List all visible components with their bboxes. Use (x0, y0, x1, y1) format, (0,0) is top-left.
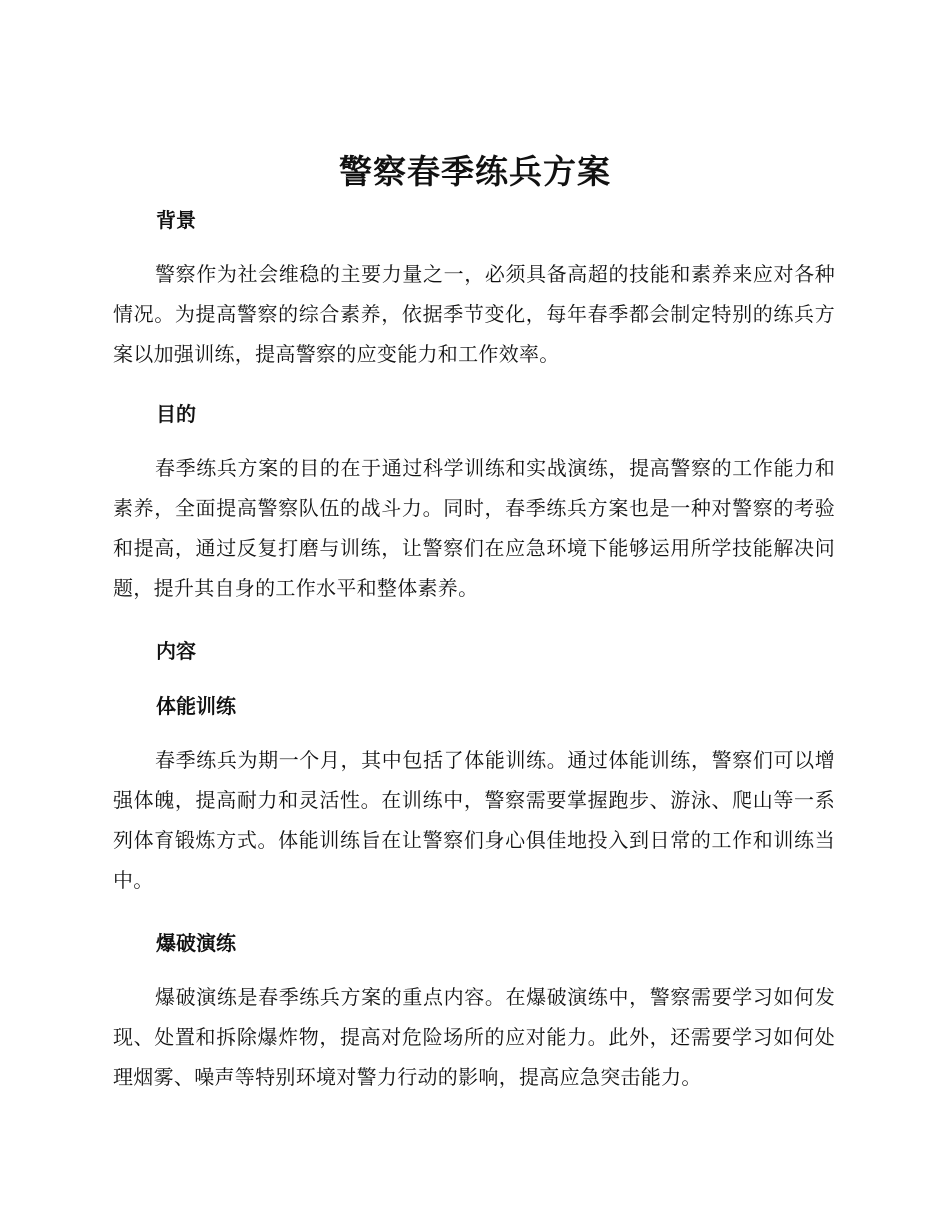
section-heading-explosive-drill: 爆破演练 (156, 931, 236, 955)
section-heading-background: 背景 (156, 208, 196, 232)
section-heading-physical-training: 体能训练 (156, 694, 236, 718)
section-paragraph-explosive-drill: 爆破演练是春季练兵方案的重点内容。在爆破演练中，警察需要学习如何发现、处置和拆除爆炸物，提高对危险场所的应对能力。此外，还需要学习如何处理烟雾、噪声等特别环境对警力行动的影响，提高应急突击能力。 (113, 985, 835, 1089)
section-heading-content: 内容 (156, 639, 196, 663)
section-paragraph-background: 警察作为社会维稳的主要力量之一，必须具备高超的技能和素养来应对各种情况。为提高警察的综合素养，依据季节变化，每年春季都会制定特别的练兵方案以加强训练，提高警察的应变能力和工作效率。 (113, 262, 835, 366)
section-paragraph-physical-training: 春季练兵为期一个月，其中包括了体能训练。通过体能训练，警察们可以增强体魄，提高耐力和灵活性。在训练中，警察需要掌握跑步、游泳、爬山等一系列体育锻炼方式。体能训练旨在让警察们身心俱佳地投入到日常的工作和训练当中。 (113, 748, 835, 892)
section-paragraph-purpose: 春季练兵方案的目的在于通过科学训练和实战演练，提高警察的工作能力和素养，全面提高警察队伍的战斗力。同时，春季练兵方案也是一种对警察的考验和提高，通过反复打磨与训练，让警察们在应急环境下能够运用所学技能解决问题，提升其自身的工作水平和整体素养。 (113, 456, 835, 600)
section-heading-purpose: 目的 (156, 402, 196, 426)
document-title: 警察春季练兵方案 (339, 152, 611, 191)
